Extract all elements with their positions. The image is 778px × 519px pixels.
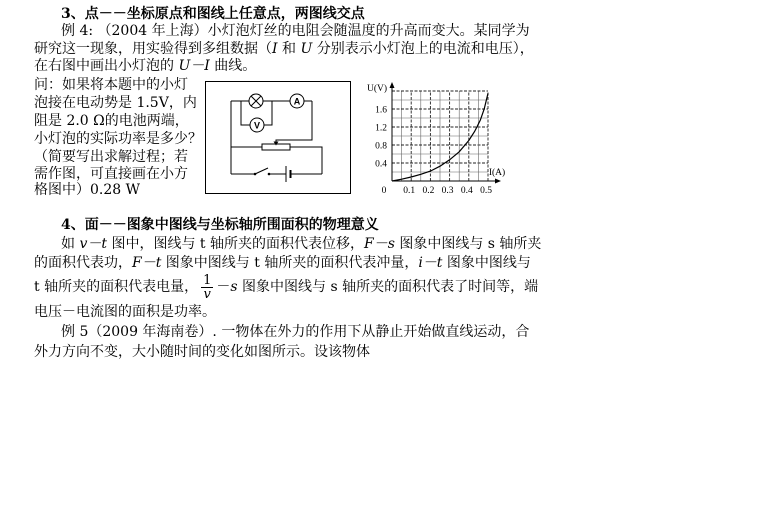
question-line: 阻是 2.0 Ω的电池两端， <box>34 113 189 129</box>
variable-voltage: U <box>300 41 313 57</box>
u-i-graph <box>355 78 510 196</box>
x-axis-label: I(A) <box>488 168 506 178</box>
text-segment: 图中，图线与 t 轴所夹的面积代表位移， <box>107 236 364 252</box>
switch-symbol <box>255 168 268 174</box>
lamp-symbol <box>249 94 263 108</box>
text-segment: 如 <box>61 236 80 252</box>
fraction-numerator: 1 <box>203 272 212 288</box>
variable-i-t: i－t <box>418 255 443 271</box>
text-segment: 分别表示小灯泡上的电流和电压）， <box>312 41 534 57</box>
text-segment: 图象中图线与 <box>442 255 531 271</box>
text-segment: 和 <box>277 41 301 57</box>
text-segment: 的面积代表功， <box>34 255 132 271</box>
switch-contact <box>254 173 257 176</box>
y-tick-label: 1.2 <box>375 123 387 134</box>
text-segment: 在右图中画出小灯泡的 <box>34 58 179 74</box>
question-line: 泡接在电动势是 1.5V，内 <box>34 95 197 111</box>
variable-current: I <box>272 41 278 57</box>
x-axis-arrow-icon <box>495 179 501 184</box>
ammeter-label: A <box>293 96 301 107</box>
x-tick-label: 0.4 <box>460 186 473 196</box>
example4-line-1: 例 4: （2004 年上海）小灯泡灯丝的电阻会随温度的升高而变大。某同学为 <box>61 23 530 39</box>
question-line: 问：如果将本题中的小灯 <box>34 77 188 93</box>
text-segment: － <box>216 279 231 295</box>
example4-line-2 <box>34 40 534 58</box>
x-tick-label: 0.1 <box>403 186 416 196</box>
text-segment: 图象中图线与 t 轴所夹的面积代表冲量， <box>161 255 419 271</box>
y-tick-label: 0.4 <box>375 159 387 170</box>
example5-line-2: 外力方向不变，大小随时间的变化如图所示。设该物体 <box>34 344 370 360</box>
paragraph-line-1 <box>61 235 541 253</box>
question-answer-line: 格图中）0.28 W <box>34 182 141 198</box>
x-tick-label: 0.5 <box>480 186 492 196</box>
circuit-frame <box>206 82 351 194</box>
example5-line-1: 例 5（2009 年海南卷）. 一物体在外力的作用下从静止开始做直线运动，合 <box>61 324 530 340</box>
text-segment: 图象中图线与 s 轴所夹的面积代表了时间等，端 <box>237 279 539 295</box>
variable-f-s: F－s <box>363 236 395 252</box>
section3-heading: 3、点－－坐标原点和图线上任意点，两图线交点 <box>61 6 365 22</box>
y-axis-label: U(V) <box>366 84 388 94</box>
question-line: （简要写出求解过程；若 <box>34 149 188 165</box>
text-segment: 曲线。 <box>209 58 257 74</box>
variable-f-t: F－t <box>132 255 162 271</box>
y-tick-label: 0.8 <box>375 141 387 152</box>
text-segment: t 轴所夹的面积代表电量， <box>34 279 199 295</box>
text-segment: 图象中图线与 s 轴所夹 <box>394 236 542 252</box>
fraction-one-over-v <box>201 274 213 301</box>
question-line: 需作图，可直接画在小方 <box>34 166 188 182</box>
y-axis-arrow-icon <box>390 82 395 88</box>
circuit-diagram <box>205 81 351 194</box>
x-tick-label: 0 <box>381 186 387 196</box>
question-line: 小灯泡的实际功率是多少？ <box>34 131 202 147</box>
x-tick-label: 0.2 <box>422 186 435 196</box>
variable-u-i: U－I <box>178 58 210 74</box>
graph-grid <box>392 91 488 181</box>
variable-s: s <box>230 279 238 295</box>
fraction-denominator: v <box>203 286 211 302</box>
paragraph-line-4: 电压－电流图的面积是功率。 <box>34 304 216 320</box>
graph-axes <box>390 82 502 184</box>
switch-contact <box>268 173 271 176</box>
text-segment: 研究这一现象，用实验得到多组数据（ <box>34 41 272 57</box>
paragraph-line-2 <box>34 254 531 272</box>
section4-heading: 4、面－－图象中图线与坐标轴所围面积的物理意义 <box>61 217 379 233</box>
wire <box>231 147 322 174</box>
y-tick-label: 1.6 <box>375 105 387 116</box>
example4-line-3 <box>34 57 256 75</box>
paragraph-line-3 <box>34 272 538 302</box>
variable-v-t: v－t <box>79 236 107 252</box>
x-tick-label: 0.3 <box>441 186 454 196</box>
voltmeter-label: V <box>253 120 261 131</box>
